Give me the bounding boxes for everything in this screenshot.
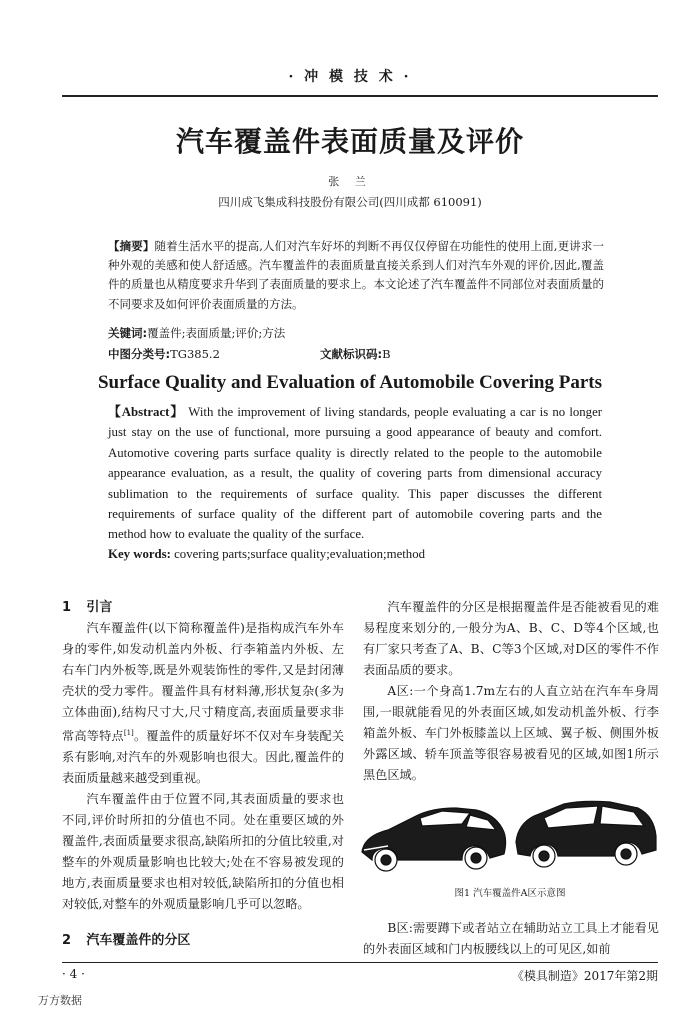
right-column-continued [363, 918, 659, 960]
abstract-en-label: 【Abstract】 [108, 405, 185, 419]
journal-section-header: · 冲 模 技 术 · [288, 69, 412, 85]
figure-1-car-illustration [358, 794, 660, 876]
left-column-body [62, 618, 344, 915]
abstract-cn [108, 237, 604, 314]
zoning-paragraph: 汽车覆盖件的分区是根据覆盖件是否能被看见的难易程度来划分的,一般分为A、B、C、D等4个区域,也有厂家只考查了A、B、C等3个区域,对D区的零件不作表面品质的要求。 [363, 600, 659, 677]
car-front-view [362, 808, 506, 871]
section-2-heading: 2 汽车覆盖件的分区 [62, 933, 191, 948]
keywords-cn: 关键词:覆盖件;表面质量;评价;方法 [108, 326, 286, 340]
header-rule [62, 95, 658, 97]
clc-number: 中图分类号:TG385.2 [108, 347, 220, 361]
intro-paragraph-1: 汽车覆盖件(以下简称覆盖件)是指构成汽车外车身的零件,如发动机盖内外板、行李箱盖内外板、左右车门内外板等,既是外观装饰性的零件,又是封闭薄壳状的受力零件。覆盖件具有材料薄,形状复杂(多为立体曲面),结构尺寸大,尺寸精度高,表面质量要求非常高等特点[1]。覆盖件的质量好坏不仅对车身装配关系有影响,对汽车的外观影响也很大。因此,覆盖件的表面质量越来越受到重视。 [62, 621, 345, 786]
keywords-en: Key words: covering parts;surface quality;evaluation;method [108, 547, 426, 561]
footer-rule [62, 962, 658, 963]
watermark: 万方数据 [38, 994, 82, 1007]
abstract-en [108, 402, 602, 545]
affiliation: 四川成飞集成科技股份有限公司(四川成都 610091) [218, 195, 482, 209]
reference-marker: [1] [123, 729, 134, 737]
page-number: · 4 · [62, 967, 85, 981]
document-code: 文献标识码:B [320, 347, 391, 361]
zone-b-paragraph: B区:需要蹲下或者站立在辅助站立工具上才能看见的外表面区域和门内板腰线以上的可见区,如前 [363, 921, 659, 956]
intro-paragraph-2: 汽车覆盖件由于位置不同,其表面质量的要求也不同,评价时所扣的分值也不同。处在重要区域的外覆盖件,表面质量要求很高,缺陷所扣的分值比较重,对整车的外观质量影响也比较大;处在不容易被发现的地方,表面质量要求也相对较低,缺陷所扣的分值也相对较低,对整车的外观质量影响几乎可以忽略。 [62, 792, 344, 912]
abstract-cn-label: 【摘要】 [108, 239, 155, 253]
abstract-en-text: With the improvement of living standards, people evaluating a car is no longer just stay on the use of functional, more pursuing a good appearance of beauty and comfort. Automotive covering parts surface quality is directly related to the people to the automobile appearance evaluation, as a result, the quality of covering parts from dimensional accuracy sublimation to the requirements of surface quality. This paper discusses the different requirements of surface quality of the different part of automobile covering parts and the method how to evaluate the quality of the surface. [108, 405, 603, 542]
section-1-heading: 1 引言 [62, 600, 113, 615]
figure-1-caption: 图1 汽车覆盖件A区示意图 [454, 888, 566, 899]
article-title: 汽车覆盖件表面质量及评价 [175, 125, 524, 158]
abstract-cn-text: 随着生活水平的提高,人们对汽车好坏的判断不再仅仅停留在功能性的使用上面,更讲求一种外观的美感和使人舒适感。汽车覆盖件的表面质量直接关系到人们对汽车外观的评价,因此,覆盖件的质量也从精度要求升华到了表面质量的要求上。本文论述了汽车覆盖件不同部位对表面质量的不同要求及如何评价表面质量的方法。 [108, 239, 604, 311]
right-column-body [363, 597, 659, 786]
author: 张 兰 [328, 175, 372, 188]
zone-a-paragraph: A区:一个身高1.7m左右的人直立站在汽车车身周围,一眼就能看见的外表面区域,如发动机盖外板、行李箱盖外板、车门外板膝盖以上区域、翼子板、侧围外板外露区域、轿车顶盖等很容易被看见的区域,如图1所示黑色区域。 [363, 684, 659, 782]
journal-footer: 《模具制造》2017年第2期 [511, 969, 658, 983]
car-rear-view [516, 801, 656, 867]
english-title: Surface Quality and Evaluation of Automobile Covering Parts [97, 372, 603, 393]
